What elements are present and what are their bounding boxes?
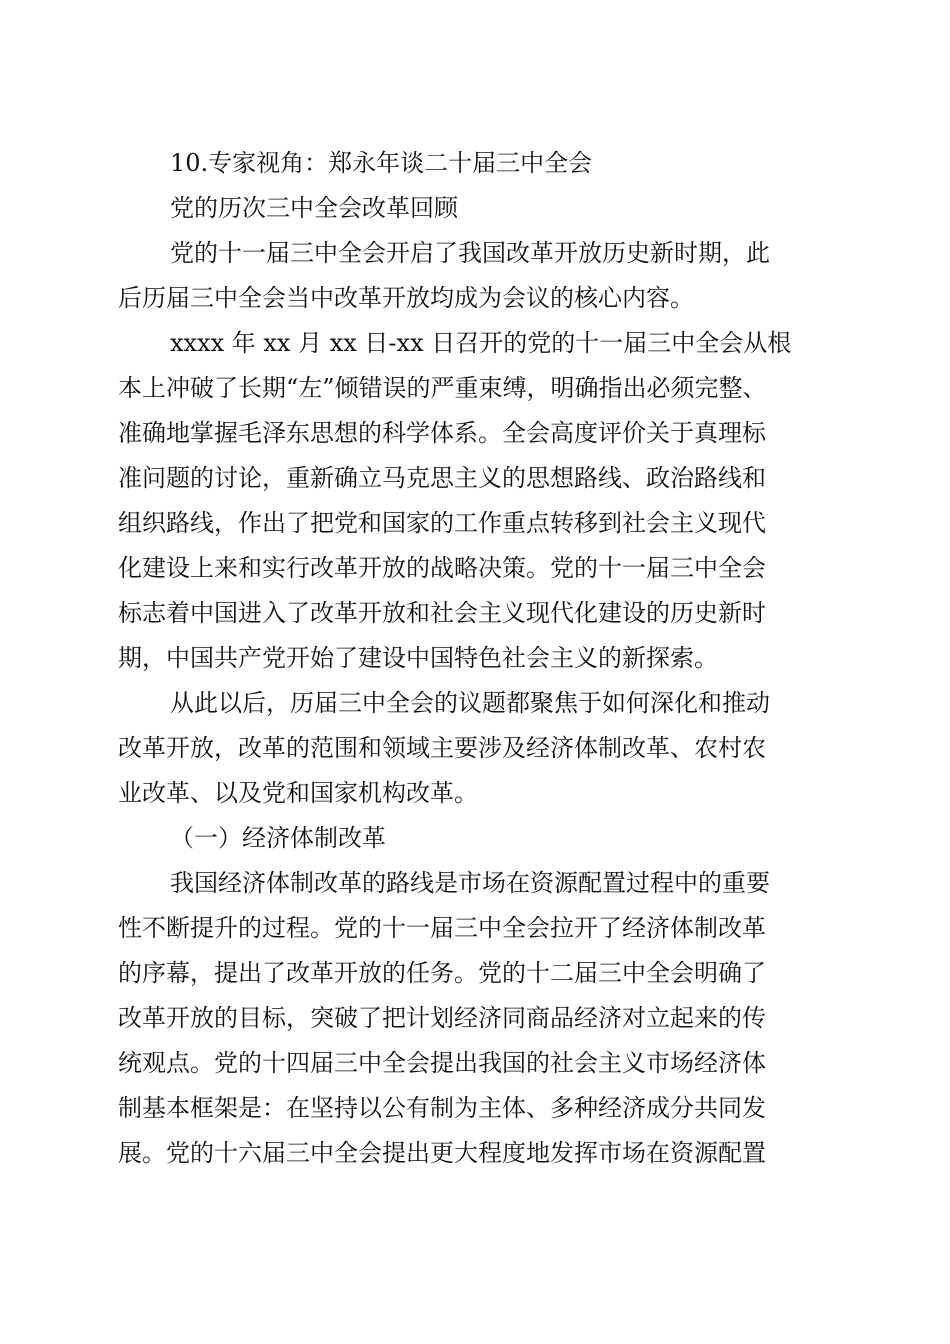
line-text: 我国经济体制改革的路线是市场在资源配置过程中的重要 bbox=[170, 869, 770, 897]
line-text: 业改革、以及党和国家机构改革。 bbox=[118, 779, 478, 807]
line-text: 改革开放，改革的范围和领域主要涉及经济体制改革、农村农 bbox=[118, 734, 766, 762]
line-text: 后历届三中全会当中改革开放均成为会议的核心内容。 bbox=[118, 284, 694, 312]
section-title bbox=[0, 141, 950, 185]
line-text: 党的十一届三中全会开启了我国改革开放历史新时期，此 bbox=[170, 239, 770, 267]
paragraph-line bbox=[0, 456, 950, 500]
line-text: 改革开放的目标，突破了把计划经济同商品经济对立起来的传 bbox=[118, 1004, 766, 1032]
subtitle-text: 党的历次三中全会改革回顾 bbox=[170, 194, 458, 222]
line-text: 从此以后，历届三中全会的议题都聚焦于如何深化和推动 bbox=[170, 689, 770, 717]
line-text: 准确地掌握毛泽东思想的科学体系。全会高度评价关于真理标 bbox=[118, 419, 766, 447]
paragraph-line bbox=[0, 1131, 950, 1175]
paragraph-line bbox=[0, 1041, 950, 1085]
line-text: 性不断提升的过程。党的十一届三中全会拉开了经济体制改革 bbox=[118, 914, 766, 942]
heading-text: （一）经济体制改革 bbox=[170, 824, 386, 852]
line-text: 统观点。党的十四届三中全会提出我国的社会主义市场经济体 bbox=[118, 1049, 766, 1077]
paragraph-line bbox=[0, 996, 950, 1040]
paragraph-line bbox=[0, 636, 950, 680]
line-text: 准问题的讨论，重新确立马克思主义的思想路线、政治路线和 bbox=[118, 464, 766, 492]
paragraph-line bbox=[0, 591, 950, 635]
paragraph-line bbox=[0, 366, 950, 410]
paragraph-line bbox=[0, 501, 950, 545]
line-text: 展。党的十六届三中全会提出更大程度地发挥市场在资源配置 bbox=[118, 1139, 766, 1167]
line-text: 组织路线，作出了把党和国家的工作重点转移到社会主义现代 bbox=[118, 509, 766, 537]
paragraph-line bbox=[0, 1086, 950, 1130]
section-heading bbox=[0, 816, 950, 860]
line-text: 标志着中国进入了改革开放和社会主义现代化建设的历史新时 bbox=[118, 599, 766, 627]
subtitle bbox=[0, 186, 950, 230]
paragraph-line bbox=[0, 231, 950, 275]
paragraph-line bbox=[0, 321, 950, 365]
line-text: 化建设上来和实行改革开放的战略决策。党的十一届三中全会 bbox=[118, 554, 766, 582]
paragraph-line bbox=[0, 771, 950, 815]
line-text: 期，中国共产党开始了建设中国特色社会主义的新探索。 bbox=[118, 644, 718, 672]
line-text: 本上冲破了长期“左”倾错误的严重束缚，明确指出必须完整、 bbox=[118, 374, 767, 402]
paragraph-line bbox=[0, 546, 950, 590]
paragraph-line bbox=[0, 411, 950, 455]
title-text: 10.专家视角：郑永年谈二十届三中全会 bbox=[170, 149, 593, 177]
paragraph-line bbox=[0, 276, 950, 320]
line-text: 的序幕，提出了改革开放的任务。党的十二届三中全会明确了 bbox=[118, 959, 766, 987]
paragraph-line bbox=[0, 951, 950, 995]
paragraph-line bbox=[0, 681, 950, 725]
paragraph-line bbox=[0, 726, 950, 770]
paragraph-line bbox=[0, 861, 950, 905]
line-text: 制基本框架是：在坚持以公有制为主体、多种经济成分共同发 bbox=[118, 1094, 766, 1122]
line-text: xxxx 年 xx 月 xx 日-xx 日召开的党的十一届三中全会从根 bbox=[170, 329, 792, 357]
paragraph-line bbox=[0, 906, 950, 950]
